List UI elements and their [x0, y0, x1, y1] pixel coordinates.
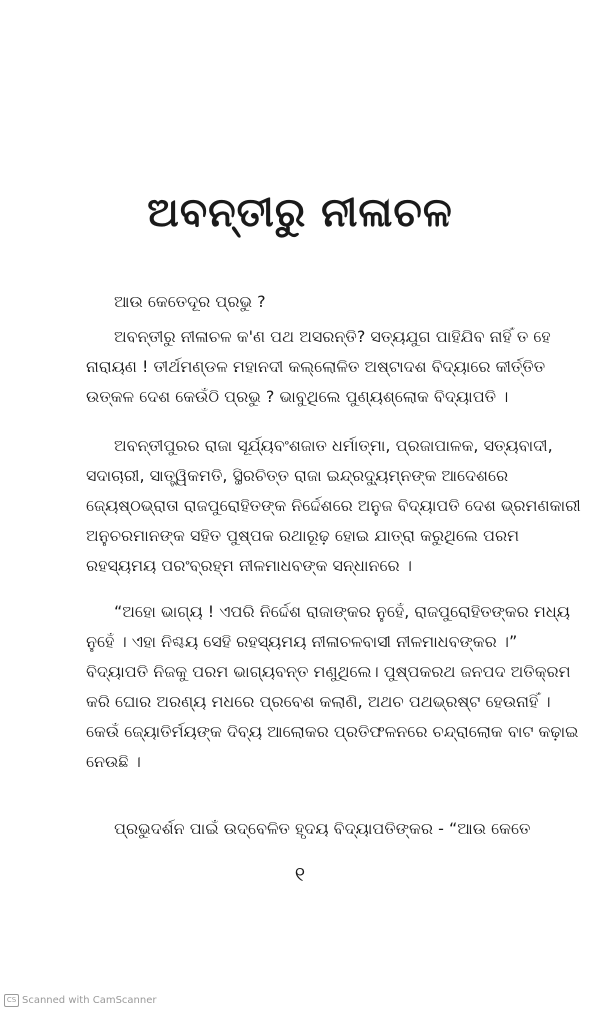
- camscanner-logo-icon: CS: [4, 994, 19, 1007]
- paragraph-1: ଆଉ କେତେଦୂର ପ୍ରଭୁ ?: [114, 292, 266, 311]
- watermark-text: Scanned with CamScanner: [22, 995, 157, 1006]
- paragraph-5: ପ୍ରଭୁଦର୍ଶନ ପାଇଁ ଉଦ୍‌ବେଳିତ ହୃଦୟ ବିଦ୍ୟାପତିଙ୍କର - “ଆଉ କେତେ: [114, 819, 531, 838]
- paragraph-3: ଅବନ୍ତୀପୁରର ରାଜା ସୂର୍ଯ୍ୟବଂଶଜାତ ଧର୍ମାତ୍ମା, ପ୍ରଜାପାଳକ, ସତ୍ୟବାଦୀ, ସଦାଚାରୀ, ସାତ୍ତ୍ୱିକମତି, ସ୍ଥିରଚିତ୍ତ ରାଜା ଇନ୍ଦ୍ରଦ୍ୟୁମ୍ନଙ୍କ ଆଦେଶରେ ଜ୍ୟେଷ୍ଠଭ୍ରାତା ରାଜପୁରୋହିତଙ୍କ ନିର୍ଦ୍ଦେଶରେ ଅନୁଜ ବିଦ୍ୟାପତି ଦେଶ ଭ୍ରମଣକାରୀ ଅନୁଚରମାନଙ୍କ ସହିତ ପୁଷ୍ପକ ରଥାରୂଢ଼ ହୋଇ ଯାତ୍ରା କରୁଥିଲେ ପରମ ରହସ୍ୟମୟ ପରଂବ୍ରହ୍ମ ନୀଳମାଧବଙ୍କ ସନ୍ଧାନରେ ।: [86, 436, 581, 575]
- paragraph-4: “ଅହୋ ଭାଗ୍ୟ ! ଏପରି ନିର୍ଦ୍ଦେଶ ରାଜାଙ୍କର ନୁହେଁ, ରାଜପୁରୋହିତଙ୍କର ମଧ୍ୟ ନୁହେଁ । ଏହା ନିଶ୍ଚୟ ସେହି ରହସ୍ୟମୟ ନୀଳାଚଳବାସୀ ନୀଳମାଧବଙ୍କର ।” ବିଦ୍ୟାପତି ନିଜକୁ ପରମ ଭାଗ୍ୟବନ୍ତ ମଣୁଥିଲେ। ପୁଷ୍ପକରଥ ଜନପଦ ଅତିକ୍ରମ କରି ଘୋର ଅରଣ୍ୟ ମଧରେ ପ୍ରବେଶ କଲାଣି, ଅଥଚ ପଥଭ୍ରଷ୍ଟ ହେଉନାହିଁ । କେଉଁ ଜ୍ୟୋତିର୍ମୟଙ୍କ ଦିବ୍ୟ ଆଲୋକର ପ୍ରତିଫଳନରେ ଚନ୍ଦ୍ରାଲୋକ ବାଟ କଢ଼ାଇ ନେଉଛି ।: [86, 602, 579, 771]
- chapter-title: ଅବନ୍ତୀରୁ ନୀଳାଚଳ: [147, 190, 453, 236]
- paragraph-2: ଅବନ୍ତୀରୁ ନୀଳାଚଳ କ'ଣ ପଥ ଅସରନ୍ତି? ସତ୍ୟଯୁଗ ପାହିଯିବ ନାହିଁ ତ ହେ ନାରାୟଣ ! ତୀର୍ଥମଣ୍ଡଳ ମହାନଦୀ କଲ୍ଲୋଳିତ ଅଷ୍ଟାଦଶ ବିଦ୍ୟାରେ କୀର୍ତ୍ତିତ ଉତ୍କଳ ଦେଶ କେଉଁଠି ପ୍ରଭୁ ? ଭାବୁଥିଲେ ପୁଣ୍ୟଶ୍ଲୋକ ବିଦ୍ୟାପତି ।: [86, 327, 551, 406]
- scanner-watermark: [4, 994, 157, 1007]
- page-number: ୧: [294, 862, 306, 886]
